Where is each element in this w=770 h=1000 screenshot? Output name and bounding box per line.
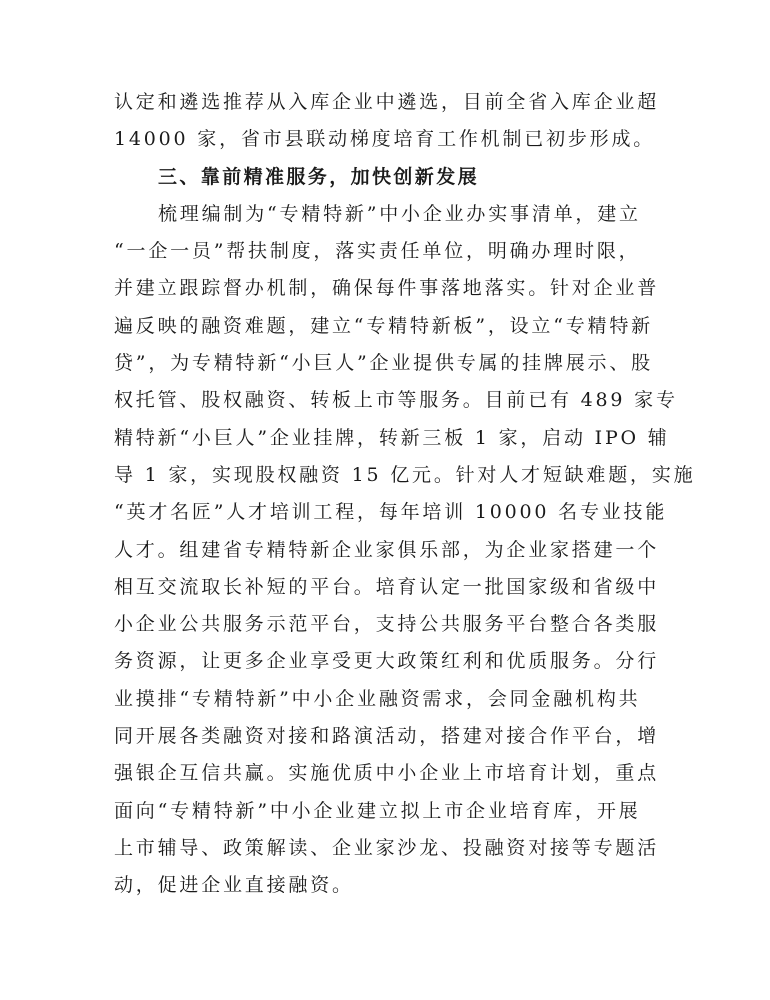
section-heading: 三、靠前精准服务，加快创新发展 (158, 165, 480, 188)
document-body (114, 84, 696, 905)
body-text-line: 务资源，让更多企业享受更大政策红利和优质服务。分行 (114, 650, 660, 673)
body-text-line: 认定和遴选推荐从入库企业中遴选，目前全省入库企业超 (114, 91, 660, 113)
body-text-line: 14000 家，省市县联动梯度培育工作机制已初步形成。 (114, 128, 656, 151)
body-text-line: 业摸排“专精特新”中小企业融资需求，会同金融机构共 (114, 687, 641, 710)
body-text-line: 同开展各类融资对接和路演活动，搭建对接合作平台，增 (114, 725, 660, 748)
body-text-line: 强银企互信共赢。实施优质中小企业上市培育计划，重点 (114, 762, 660, 785)
body-text-line: 权托管、股权融资、转板上市等服务。目前已有 489 家专 (114, 389, 678, 412)
body-text-line: 人才。组建省专精特新企业家俱乐部，为企业家搭建一个 (114, 538, 660, 561)
body-text-line: 导 1 家，实现股权融资 15 亿元。针对人才短缺难题，实施 (114, 463, 696, 486)
body-text-line: “英才名匠”人才培训工程，每年培训 10000 名专业技能 (114, 501, 668, 524)
paragraph-first-line: 梳理编制为“专精特新”中小企业办实事清单，建立 (158, 202, 641, 225)
body-text-line: 动，促进企业直接融资。 (114, 874, 354, 897)
body-text-line: 精特新“小巨人”企业挂牌，转新三板 1 家，启动 IPO 辅 (114, 426, 670, 449)
body-text-line: 相互交流取长补短的平台。培育认定一批国家级和省级中 (114, 575, 660, 598)
body-text-line: 小企业公共服务示范平台，支持公共服务平台整合各类服 (114, 613, 660, 636)
body-text-line: 并建立跟踪督办机制，确保每件事落地落实。针对企业普 (114, 277, 660, 300)
body-text-line: “一企一员”帮扶制度，落实责任单位，明确办理时限， (114, 240, 641, 263)
body-text-line: 面向“专精特新”中小企业建立拟上市企业培育库，开展 (114, 799, 641, 822)
body-text-line: 遍反映的融资难题，建立“专精特新板”，设立“专精特新 (114, 314, 653, 337)
body-text-line: 上市辅导、政策解读、企业家沙龙、投融资对接等专题活 (114, 836, 660, 859)
body-text-line: 贷”，为专精特新“小巨人”企业提供专属的挂牌展示、股 (114, 352, 653, 375)
